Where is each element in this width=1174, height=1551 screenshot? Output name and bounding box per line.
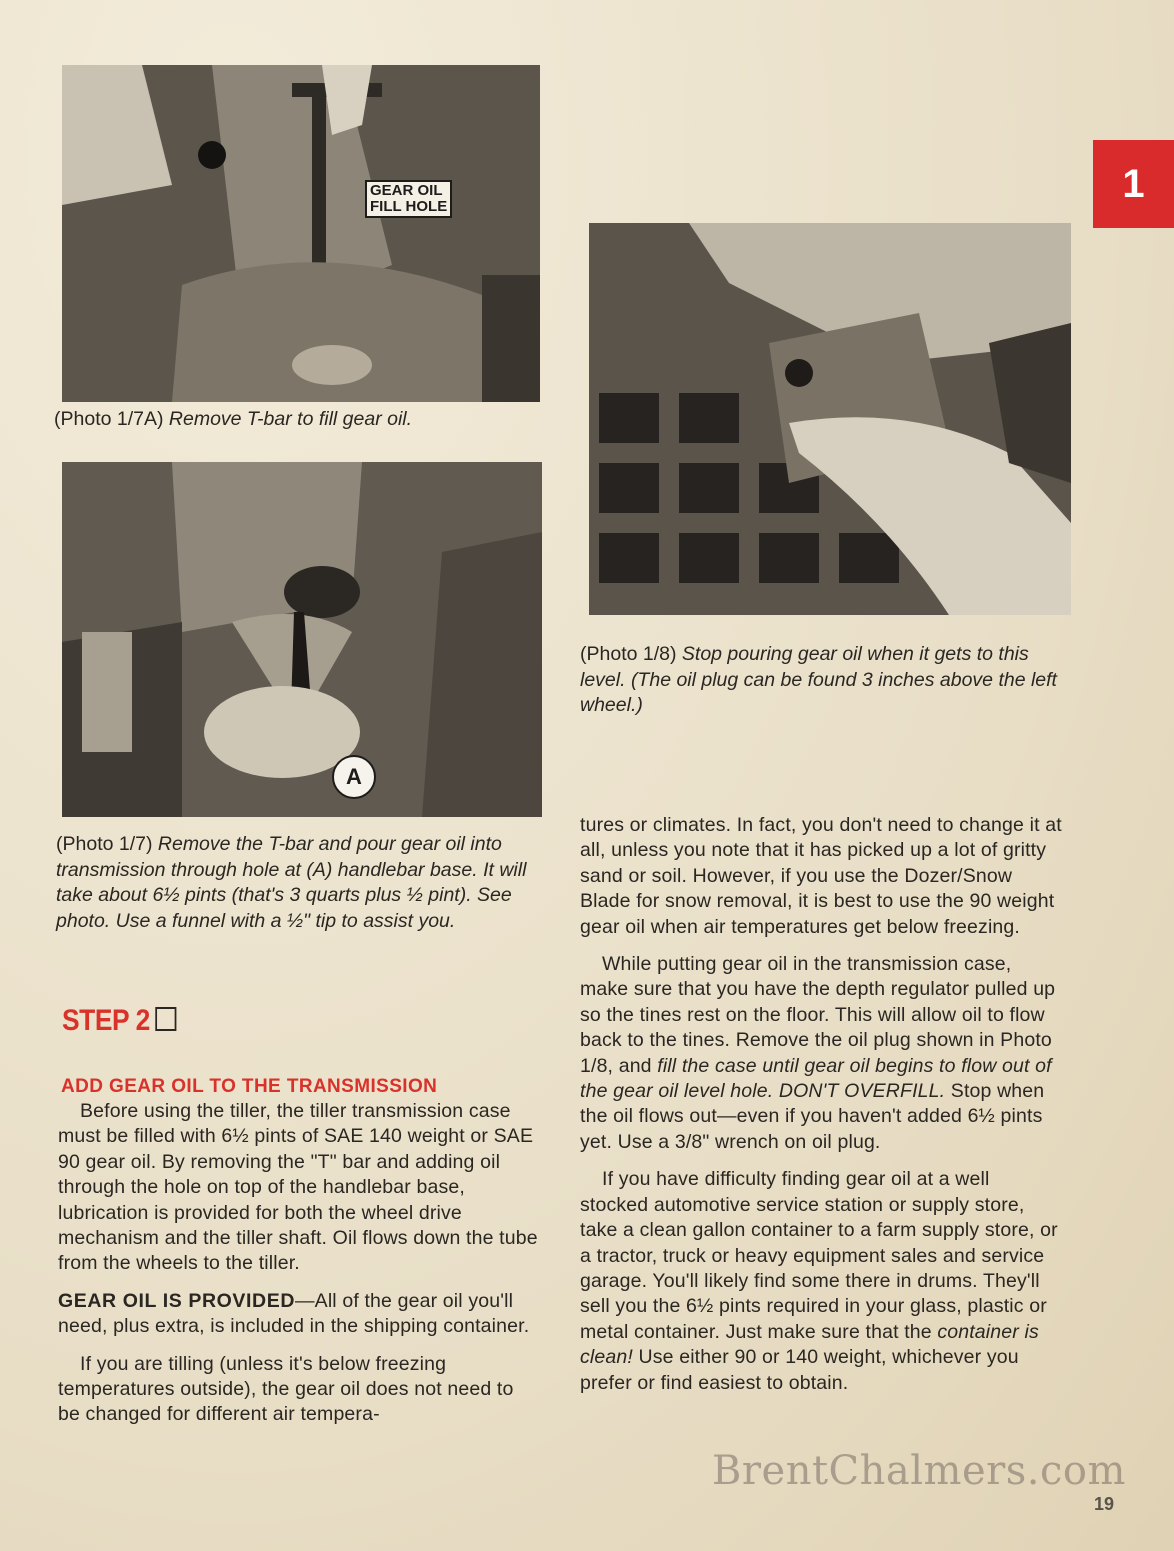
left-paragraph-3: If you are tilling (unless it's below freezing temperatures outside), the gear oil does not need to be changed for different air tempera- [58, 1352, 514, 1426]
left-paragraph-2 [58, 1289, 540, 1340]
caption-photo-1-7a [54, 407, 412, 433]
chapter-tab: 1 [1093, 140, 1174, 228]
photo-1-7a [62, 65, 540, 402]
label-line-1: GEAR OIL [370, 182, 443, 199]
watermark: BrentChalmers.com [712, 1448, 1126, 1494]
section-heading: ADD GEAR OIL TO THE TRANSMISSION [61, 1076, 438, 1097]
right-column [580, 813, 1062, 1408]
left-paragraph-2-rest: —All of the gear oil you'll need, plus extra, is included in the shipping container. [58, 1289, 530, 1338]
right-paragraph-1: tures or climates. In fact, you don't need to change it at all, unless you note that it has picked up a lot of gritty sand or soil. However, if you use the Dozer/Snow Blade for snow removal, it is best to use the 90 weight gear oil when air temperatures get below freezing. [580, 814, 1062, 938]
caption-photo-1-8 [580, 642, 1066, 719]
left-paragraph-1: Before using the tiller, the tiller transmission case must be filled with 6½ pints of SAE 140 weight or SAE 90 gear oil. By removing the "T" bar and adding oil through the hole on top of the handlebar base, lubrication is provided for both the wheel drive mechanism and the tiller shaft. Oil flows down the tube from the wheels to the tiller. [58, 1100, 538, 1275]
photo-1-7 [62, 462, 542, 817]
caption-prefix: (Photo 1/7A) [54, 408, 169, 430]
caption-italic: Remove T-bar to fill gear oil. [168, 408, 413, 430]
step-title [62, 1004, 176, 1038]
label-line-2: FILL HOLE [370, 198, 448, 215]
page-number: 19 [1094, 1494, 1115, 1514]
marker-a: A [332, 755, 376, 799]
caption-italic: Stop pouring gear oil when it gets to this level. (The oil plug can be found 3 inches above the left wheel.) [580, 643, 1057, 716]
step-checkbox[interactable] [155, 1007, 176, 1031]
right-paragraph-3b: Use either 90 or 140 weight, whichever you prefer or find easiest to obtain. [580, 1346, 1019, 1394]
gear-oil-provided-lead: GEAR OIL IS PROVIDED [58, 1289, 296, 1312]
right-paragraph-3 [580, 1167, 1062, 1396]
right-paragraph-2a: While putting gear oil in the transmission case, make sure that you have the depth regulator pulled up so the tines rest on the floor. This will allow oil to flow back to the tines. Remove the oil plug shown in Photo 1/8, and [580, 953, 1056, 1077]
step-title-text: STEP 2 [62, 1004, 150, 1037]
right-paragraph-3a: If you have difficulty finding gear oil at a well stocked automotive service station or supply store, take a clean gallon container to a farm supply store, or a tractor, truck or heavy equipment sales and service garage. You'll likely find some there in drums. They'll sell you the 6½ pints required in your glass, plastic or metal container. Just make sure that the [580, 1168, 1058, 1343]
right-paragraph-2b: Stop when the oil flows out—even if you haven't added 6½ pints yet. Use a 3/8" wrench on oil plug. [580, 1080, 1045, 1153]
caption-italic: Remove the T-bar and pour gear oil into transmission through hole at (A) handlebar base. It will take about 6½ pints (that's 3 quarts plus ½ pint). See photo. Use a funnel with a ½" tip to assist you. [56, 833, 527, 932]
photo-1-8 [589, 223, 1071, 615]
gear-oil-fill-hole-label [365, 180, 452, 218]
caption-prefix: (Photo 1/7) [56, 833, 158, 855]
caption-prefix: (Photo 1/8) [580, 643, 682, 665]
right-paragraph-2 [580, 952, 1062, 1155]
left-column [58, 1099, 540, 1440]
caption-photo-1-7 [56, 832, 540, 934]
right-paragraph-2-italic: fill the case until gear oil begins to flow out of the gear oil level hole. DON'T OVERFILL. [580, 1054, 1052, 1103]
right-paragraph-3-italic: container is clean! [580, 1320, 1039, 1369]
